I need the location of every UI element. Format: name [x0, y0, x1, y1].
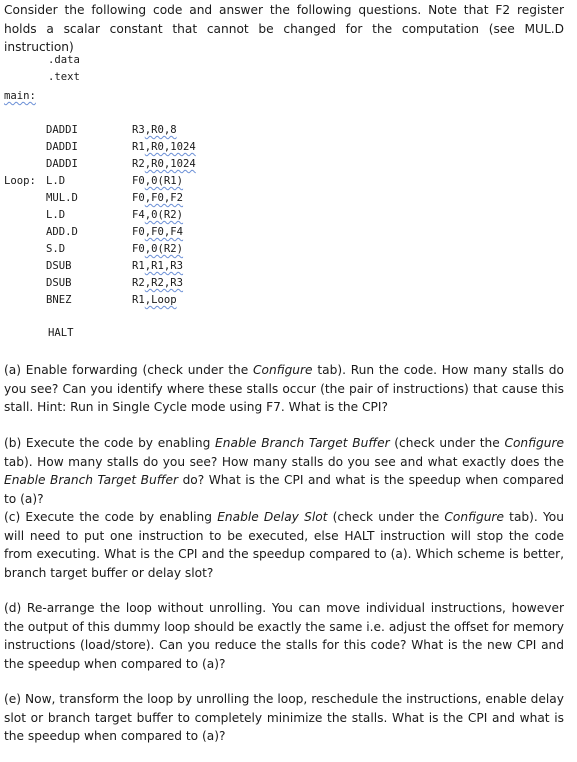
- question-c: (c) Execute the code by enabling Enable Delay Slot (check under the Configure tab). You will need to put one instruction to be executed, else HALT instruction will stop the code from executing. What is the CPI and the speedup compared to (a). Which scheme is better, branch target buffer or delay slot?: [4, 510, 564, 580]
- code-operands: F4,0(R2): [132, 209, 184, 221]
- code-operands: R1,R1,R3: [132, 260, 184, 272]
- question-d: (d) Re-arrange the loop without unrolling. You can move individual instructions, however the output of this dummy loop should be exactly the same i.e. adjust the offset for memory instructions (load/store). Can you reduce the stalls for this code? What is the new CPI and the speedup when compared to (a)?: [4, 601, 564, 671]
- code-operands: F0,0(R1): [132, 175, 184, 187]
- code-line: [4, 175, 304, 192]
- code-operands: R2,R0,1024: [132, 158, 196, 170]
- code-line: [4, 141, 304, 158]
- code-line: [4, 226, 304, 243]
- code-line: [4, 209, 304, 226]
- code-label: Loop:: [4, 175, 36, 187]
- code-line: [4, 158, 304, 175]
- code-directive: .data: [48, 54, 80, 66]
- code-opcode: L.D: [46, 175, 66, 187]
- code-opcode: DSUB: [46, 260, 72, 272]
- code-operands: R1,Loop: [132, 294, 177, 306]
- code-line: [4, 192, 304, 209]
- question-a: (a) Enable forwarding (check under the Configure tab). Run the code. How many stalls do you see? Can you identify where these stalls occur (the pair of instructions) that cause this stall. Hint: Run in Single Cycle mode using F7. What is the CPI?: [4, 363, 564, 414]
- code-directive: .text: [48, 71, 80, 83]
- code-opcode: L.D: [46, 209, 66, 221]
- code-line: [4, 124, 304, 141]
- question-e: (e) Now, transform the loop by unrolling the loop, reschedule the instructions, enable delay slot or branch target buffer to completely minimize the stalls. What is the CPI and what is the speedup when compared to (a)?: [4, 692, 564, 743]
- code-opcode: DSUB: [46, 277, 72, 289]
- code-operands: R3,R0,8: [132, 124, 177, 136]
- halt-instruction: HALT: [48, 327, 74, 339]
- code-line: [4, 243, 304, 260]
- code-opcode: DADDI: [46, 124, 78, 136]
- code-opcode: MUL.D: [46, 192, 78, 204]
- main-label: main:: [4, 90, 36, 102]
- code-operands: F0,0(R2): [132, 243, 184, 255]
- code-operands: R1,R0,1024: [132, 141, 196, 153]
- code-operands: F0,F0,F4: [132, 226, 184, 238]
- code-opcode: S.D: [46, 243, 66, 255]
- code-operands: R2,R2,R3: [132, 277, 184, 289]
- intro-text: Consider the following code and answer the following questions. Note that F2 register holds a scalar constant that cannot be changed for the computation (see MUL.D instruction): [4, 3, 564, 54]
- code-opcode: BNEZ: [46, 294, 72, 306]
- code-line: [4, 277, 304, 294]
- code-line: [4, 294, 304, 311]
- code-line: [4, 260, 304, 277]
- code-opcode: DADDI: [46, 141, 78, 153]
- code-operands: F0,F0,F2: [132, 192, 184, 204]
- code-opcode: ADD.D: [46, 226, 78, 238]
- question-b: (b) Execute the code by enabling Enable Branch Target Buffer (check under the Configure tab). How many stalls do you see? How many stalls do you see and what exactly does the Enable Branch Target Buffer do? What is the CPI and what is the speedup when compared to (a)?: [4, 436, 565, 506]
- code-opcode: DADDI: [46, 158, 78, 170]
